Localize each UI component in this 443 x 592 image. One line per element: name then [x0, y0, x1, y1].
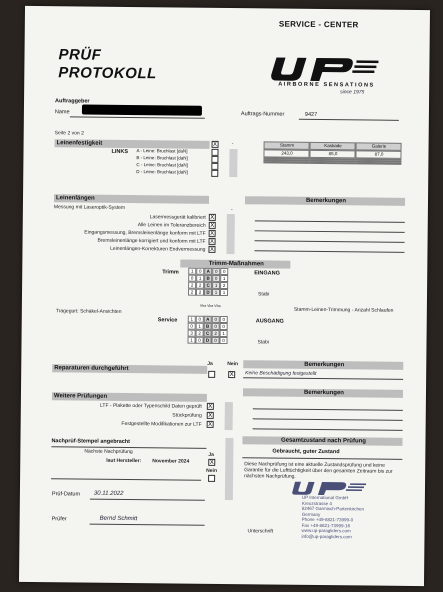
trimm-cell: 2 [220, 282, 228, 289]
trimm-cell: 1 [220, 289, 228, 296]
trimm-header: Trimm-Maßnahmen [180, 260, 290, 269]
leinenfestigkeit-dash: - [231, 141, 234, 148]
val-galerie: 87,0 [355, 150, 401, 158]
redacted-name [82, 104, 202, 115]
service-cell: 1 [187, 337, 195, 344]
trimm-cell: 2 [188, 282, 196, 289]
service-cell: 1 [220, 330, 228, 337]
tragegurt-label: Tragegurt: Schäkel-Ansichten [55, 308, 122, 315]
ll-row-5: Leinenlängen-Korrekturen Endvermessung [110, 245, 206, 253]
gesamt-header: Gesamtzustand nach Prüfung [242, 436, 402, 446]
stamp-logo [292, 481, 372, 496]
rep-remark: Keine Beschädigung festgestellt [245, 370, 317, 377]
row-c: C - Leine: Bruchlast [daN] [136, 162, 188, 168]
trimm-cell: 0 [220, 268, 228, 275]
weitere-marks [207, 403, 214, 428]
stamp-text [301, 495, 364, 540]
seite-label: Seite [54, 130, 67, 137]
weitere-rows [52, 402, 202, 431]
seite-current: 2 [67, 130, 71, 137]
service-center-label: SERVICE - CENTER [278, 19, 359, 30]
ll-mark-1: X [210, 214, 215, 221]
stamp-logo-graphic [292, 481, 372, 496]
weitere-row-3: Festgestellte Modifikationen zur LTF [121, 420, 202, 428]
weitere-row-1: LTF - Plakette oder Typenschild Daten geprüft [99, 402, 202, 410]
service-letter: D [203, 337, 211, 344]
rep-ja-box [208, 371, 215, 378]
stamp-line-2: Kreuzstrasse 4 [301, 500, 332, 506]
ll-row-1: Lasermessgerät kalibriert [149, 214, 206, 221]
pruefer-name: Bernd Schmitt [99, 515, 138, 523]
leinenlaengen-header: Leinenlängen [54, 194, 209, 204]
trimm-cell: 0 [188, 275, 196, 282]
seite-von: von [71, 130, 80, 137]
stamp-line-7: www.up-paragliders.com [301, 527, 351, 534]
ll-mark-4: X [210, 238, 215, 245]
service-letter: C [204, 330, 212, 337]
logo-tagline: AIRBORNE SENSATIONS [278, 81, 375, 89]
stamp-line-8: info@up-paragliders.com [301, 533, 352, 539]
service-cell: 0 [212, 316, 220, 323]
weitere-bemerkungen: Bemerkungen [243, 388, 403, 398]
row-b-box [211, 156, 218, 163]
service-cell: 2 [196, 330, 204, 337]
trimm-cell: 0 [212, 268, 220, 275]
col-galerie: Galerie [356, 142, 402, 150]
logo-since: since 1975 [340, 89, 365, 96]
service-grid [187, 316, 227, 344]
eingang-label: EINGANG [254, 270, 280, 277]
title-protokoll: PROTOKOLL [58, 64, 157, 83]
ausgang-label: AUSGANG [255, 318, 284, 325]
gesamt-text: Diese Nachprüfung ist eine aktuelle Zustandsprüfung und keine Garantie für die Lufttüchtigkeit über den gesamten Zeitraum bis zur nächsten Nachprüfung. [244, 461, 393, 480]
service-stabi: Stabi [257, 339, 269, 346]
pruefer-label: Prüfer [51, 516, 67, 523]
service-letter: B [204, 323, 212, 330]
service-cell: 0 [195, 337, 203, 344]
service-cell: 0 [220, 323, 228, 330]
links-label: LINKS [111, 148, 129, 155]
gesamt-value: Gebraucht, guter Zustand [272, 448, 340, 456]
stamp-line-6: Fax +49-8821-73999-16 [301, 522, 351, 528]
leinenlaengen-subtitle: Messung mit Laseroptik-System [53, 204, 126, 211]
service-cell: 1 [188, 316, 196, 323]
service-cell: 2 [212, 330, 220, 337]
service-cell: 1 [196, 323, 204, 330]
trimm-letter: B [204, 275, 212, 282]
nachpruef-title: Nachprüf-Stempel angebracht [51, 438, 131, 446]
row-a: A - Leine: Bruchlast [daN] [136, 148, 188, 154]
protocol-sheet [19, 6, 430, 586]
nachpruef-line2: laut Hersteller: [106, 457, 142, 465]
auftraggeber-label: Auftraggeber [54, 98, 90, 105]
trimm-cell: 1 [212, 282, 220, 289]
rep-ja: Ja [207, 360, 213, 367]
stamp-line-4: Germany [301, 511, 321, 517]
trimm-cell: 2 [188, 289, 196, 296]
rep-nein: Nein [227, 361, 239, 368]
title-pruef: PRÜF [58, 46, 102, 64]
nachpruef-line1: Nächste Nachprüfung [84, 448, 133, 456]
trimm-cell: 2 [196, 289, 204, 296]
trimm-cell: 2 [196, 282, 204, 289]
leinenlaengen-bemerkungen: Bemerkungen [245, 196, 405, 206]
weitere-row-2: Stückprüfung [172, 412, 202, 419]
service-cell: 0 [196, 316, 204, 323]
nachpruef-nein: Nein [206, 467, 218, 474]
val-kaskade: 85,0 [309, 150, 355, 158]
leinenfestigkeit-boxes [211, 149, 219, 177]
trimm-cell: 0 [212, 275, 220, 282]
auftrag-line [299, 119, 399, 121]
leinenfestigkeit-x: X [213, 141, 218, 148]
leinenlaengen-rows [53, 213, 205, 255]
ll-mark-3: X [210, 230, 215, 237]
trimm-letter: C [204, 282, 212, 289]
trimm-cell: 1 [188, 268, 196, 275]
nachpruef-ja: Ja [208, 451, 214, 458]
ll-mark-2: X [210, 222, 215, 229]
service-label: Service [157, 317, 178, 324]
name-label: Name [54, 109, 70, 116]
row-b: B - Leine: Bruchlast [daN] [136, 155, 188, 161]
stamp-line-1: UP International GmbH [301, 494, 349, 501]
weitere-mark-3: X [208, 421, 213, 428]
nachpruef-date: November 2024 [152, 458, 190, 465]
service-row [187, 337, 227, 344]
row-c-box [211, 163, 218, 170]
auftrag-label: Auftrags-Nummer [240, 111, 285, 118]
seite-total: 2 [81, 130, 84, 137]
row-a-box [211, 149, 218, 156]
trimm-grid [188, 268, 228, 296]
service-cell: 0 [219, 337, 227, 344]
reparaturen-header: Reparaturen durchgeführt [52, 364, 207, 374]
leinenfestigkeit-rows [135, 148, 209, 177]
name-line [70, 116, 205, 118]
ll-mark-5: X [209, 246, 215, 253]
col-kaskade: Kaskade [310, 142, 356, 150]
ll-row-3: Eingangsmessung, Bremsleinenlänge konform mit LTF [84, 229, 206, 237]
leinenfestigkeit-grey-col [229, 149, 237, 177]
ll-row-2: Alle Leinen im Toleranzbereich [137, 222, 206, 229]
row-d: D - Leine: Bruchlast [daN] [136, 169, 188, 175]
trimm-cell: 0 [196, 268, 204, 275]
nachpruef-nein-box [208, 475, 215, 482]
trimm-cell: 1 [220, 275, 228, 282]
service-cell: 0 [220, 316, 228, 323]
rep-nein-box: X [229, 372, 234, 379]
weitere-header: Weitere Prüfungen [52, 392, 207, 402]
stamp-line-5: Phone +49-8821-73999-0 [301, 516, 354, 523]
leinenfestigkeit-header: Leinenfestigkeit [55, 139, 210, 149]
trimm-cell: 1 [196, 275, 204, 282]
up-logo [268, 53, 388, 94]
nachpruef-ja-box: X [209, 459, 214, 466]
datum-value: 30.11.2022 [93, 490, 124, 497]
service-cell: 0 [212, 323, 220, 330]
col-stamm: Stamm [264, 141, 310, 149]
trimm-label: Trimm [162, 269, 179, 276]
trimm-cell: 1 [212, 289, 220, 296]
stamm-note: Stamm-Leinen-Trimmung - Anzahl Schlaufen [293, 306, 394, 314]
auftrag-value: 9427 [304, 111, 318, 118]
trimm-letter: A [204, 268, 212, 275]
unterschrift-label: Unterschrift [247, 528, 274, 535]
leinenfestigkeit-table [263, 141, 403, 164]
stamp-line-3: 82467 Garmisch-Partenkirchen [301, 505, 365, 512]
leinenlaengen-grey-col [226, 214, 234, 254]
datum-label: Prüf-Datum [51, 491, 81, 498]
page-indicator [55, 130, 84, 136]
ll-row-4: Bremsleinenlänge korrigiert und konform mit LTF [97, 237, 206, 245]
service-letter: A [204, 316, 212, 323]
leinenlaengen-minus: - [230, 207, 233, 214]
trimm-letter: D [204, 289, 212, 296]
trimm-col-hint: Vba Vba Vba [199, 303, 221, 308]
service-cell: 0 [211, 337, 219, 344]
row-d-box [211, 170, 218, 177]
trimm-stabi: Stabi [257, 291, 270, 298]
reparaturen-bemerkungen: Bemerkungen [243, 360, 403, 370]
weitere-mark-2: X [208, 412, 213, 419]
service-cell: 0 [188, 323, 196, 330]
leinenlaengen-marks [208, 214, 215, 253]
val-stamm: 243,0 [263, 149, 309, 157]
weitere-grey-col [225, 402, 233, 430]
nachpruef-grey-col [225, 438, 234, 500]
service-cell: 3 [188, 330, 196, 337]
weitere-mark-1: X [208, 403, 213, 410]
trimm-row [188, 289, 228, 296]
